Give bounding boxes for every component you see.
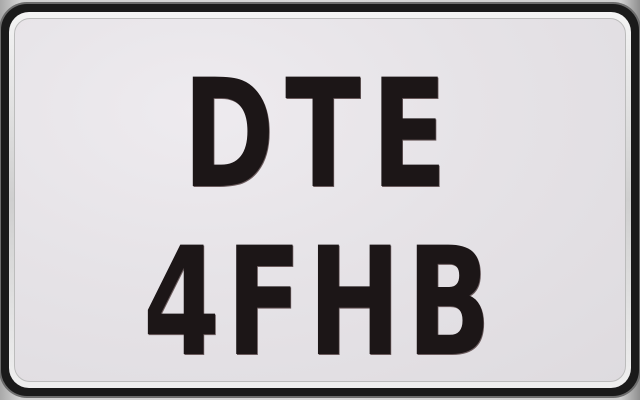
plate-text-line-2: 4FHB: [142, 216, 498, 390]
plate-text-line-1: DTE: [182, 48, 458, 222]
